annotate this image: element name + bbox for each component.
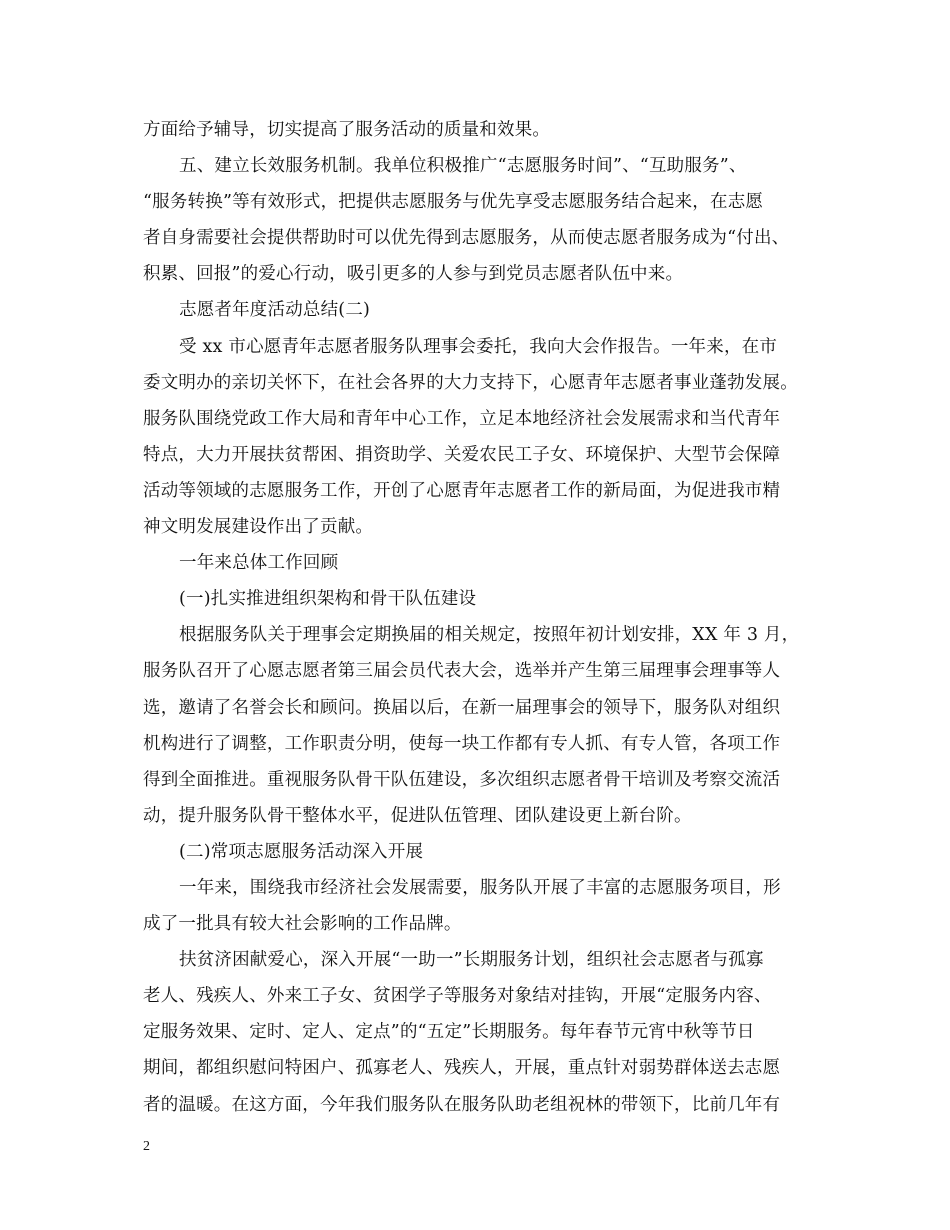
- text-line: 一年来总体工作回顾: [179, 553, 339, 574]
- text-line: 老人、残疾人、外来工子女、贫困学子等服务对象结对挂钩，开展“定服务内容、: [143, 986, 772, 1007]
- text-line: 受 xx 市心愿青年志愿者服务队理事会委托，我向大会作报告。一年来，在市: [179, 336, 778, 357]
- text-line: 动，提升服务队骨干整体水平，促进队伍管理、团队建设更上新台阶。: [143, 805, 692, 826]
- text-line: 者的温暖。在这方面，今年我们服务队在服务队助老组祝林的带领下，比前几年有: [143, 1094, 781, 1115]
- text-line: 者自身需要社会提供帮助时可以优先得到志愿服务，从而使志愿者服务成为“付出、: [143, 228, 790, 249]
- paragraph: [143, 148, 813, 292]
- document-body: [143, 112, 813, 1123]
- text-line: 活动等领域的志愿服务工作，开创了心愿青年志愿者工作的新局面，为促进我市精: [143, 480, 781, 501]
- text-line: 扶贫济困献爱心，深入开展“一助一”长期服务计划，组织社会志愿者与孤寡: [179, 950, 764, 971]
- text-line: 委文明办的亲切关怀下，在社会各界的大力支持下，心愿青年志愿者事业蓬勃发展。: [143, 372, 798, 393]
- text-line: 服务队围绕党政工作大局和青年中心工作，立足本地经济社会发展需求和当代青年: [143, 408, 781, 429]
- text-line: 方面给予辅导，切实提高了服务活动的质量和效果。: [143, 120, 551, 140]
- text-line: (一)扎实推进组织架构和骨干队伍建设: [179, 589, 477, 610]
- text-line: 定服务效果、定时、定人、定点”的“五定”长期服务。每年春节元宵中秋等节日: [143, 1022, 755, 1043]
- text-line: 一年来，围绕我市经济社会发展需要，服务队开展了丰富的志愿服务项目，形: [179, 877, 781, 898]
- subsection-heading: [143, 834, 813, 870]
- paragraph: [143, 942, 813, 1122]
- subsection-heading: [143, 581, 813, 617]
- text-line: 得到全面推进。重视服务队骨干队伍建设，多次组织志愿者骨干培训及考察交流活: [143, 769, 781, 790]
- text-line: “服务转换”等有效形式，把提供志愿服务与优先享受志愿服务结合起来，在志愿: [143, 192, 764, 213]
- text-line: 服务队召开了心愿志愿者第三届会员代表大会，选举并产生第三届理事会理事等人: [143, 661, 781, 682]
- paragraph: [143, 870, 813, 942]
- text-line: (二)常项志愿服务活动深入开展: [179, 841, 424, 862]
- text-line: 志愿者年度活动总结(二): [179, 300, 371, 321]
- text-line: 成了一批具有较大社会影响的工作品牌。: [143, 914, 462, 935]
- text-line: 机构进行了调整，工作职责分明，使每一块工作都有专人抓、有专人管，各项工作: [143, 733, 781, 754]
- paragraph: [143, 112, 813, 148]
- section-heading: [143, 292, 813, 328]
- paragraph: [143, 617, 813, 834]
- text-line: 五、建立长效服务机制。我单位积极推广“志愿服务时间”、“互助服务”、: [179, 156, 747, 177]
- section-heading: [143, 545, 813, 581]
- text-line: 根据服务队关于理事会定期换届的相关规定，按照年初计划安排，XX 年 3 月，: [179, 625, 800, 646]
- text-line: 神文明发展建设作出了贡献。: [143, 517, 374, 538]
- text-line: 特点，大力开展扶贫帮困、捐资助学、关爱农民工子女、环境保护、大型节会保障: [143, 444, 781, 465]
- text-line: 期间，都组织慰问特困户、孤寡老人、残疾人，开展，重点针对弱势群体送去志愿: [143, 1058, 781, 1079]
- paragraph: [143, 329, 813, 546]
- text-line: 积累、回报”的爱心行动，吸引更多的人参与到党员志愿者队伍中来。: [143, 264, 684, 285]
- text-line: 选，邀请了名誉会长和顾问。换届以后，在新一届理事会的领导下，服务队对组织: [143, 697, 781, 718]
- page-number: 2: [143, 1139, 150, 1154]
